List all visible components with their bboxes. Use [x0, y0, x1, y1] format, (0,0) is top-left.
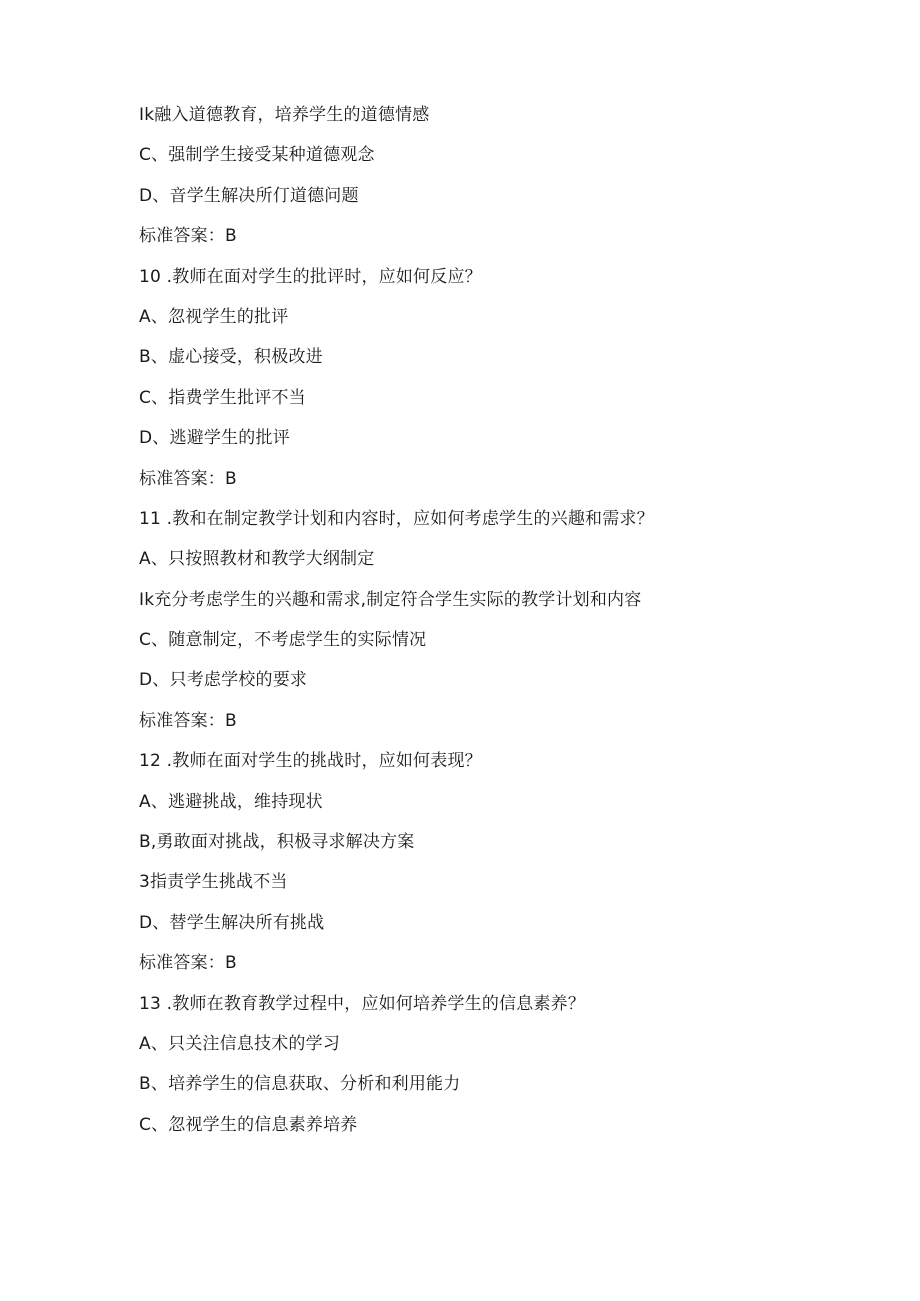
question-11-option-c: C、随意制定，不考虑学生的实际情况	[139, 630, 427, 651]
question-12-option-a: A、逃避挑战，维持现状	[139, 791, 323, 812]
question-11-option-b: Ik充分考虑学生的兴趣和需求,制定符合学生实际的教学计划和内容	[139, 589, 642, 610]
question-11-answer: 标准答案：B	[139, 710, 237, 731]
question-list	[139, 102, 879, 1152]
question-10-option-b: B、虚心接受，积极改进	[139, 347, 323, 368]
question-12-option-b: B,勇敢面对挑战，积极寻求解决方案	[139, 832, 415, 853]
question-10-option-a: A、忽视学生的批评	[139, 306, 289, 327]
question-13-option-c: C、忽视学生的信息素养培养	[139, 1114, 358, 1135]
question-10-answer: 标准答案：B	[139, 468, 237, 489]
question-12-answer: 标准答案：B	[139, 953, 237, 974]
question-13: 13 .教师在教育教学过程中，应如何培养学生的信息素养？	[139, 993, 586, 1014]
question-11-option-d: D、只考虑学校的要求	[139, 670, 308, 691]
question-12-option-d: D、替学生解决所有挑战	[139, 912, 325, 933]
question-12: 12 .教师在面对学生的挑战时，应如何表现？	[139, 751, 482, 772]
option-d-line: D、音学生解决所仃道德问题	[139, 185, 359, 206]
question-13-option-b: B、培养学生的信息获取、分析和利用能力	[139, 1074, 461, 1095]
question-10-option-c: C、指费学生批评不当	[139, 387, 306, 408]
standard-answer: 标准答案：B	[139, 226, 237, 247]
question-11-option-a: A、只按照教材和教学大纲制定	[139, 549, 375, 570]
option-b-line: Ik融入道德教育，培养学生的道德情感	[139, 105, 430, 125]
question-12-option-c: 3指责学生挑战不当	[139, 872, 288, 893]
option-c-line: C、强制学生接受某种道德观念	[139, 145, 375, 166]
question-11: 11 .教和在制定教学计划和内容时，应如何考虑学生的兴趣和需求？	[139, 508, 654, 529]
question-10: 10 .教师在面对学生的批评时，应如何反应？	[139, 266, 482, 287]
question-13-option-a: A、只关注信息技术的学习	[139, 1033, 341, 1054]
question-10-option-d: D、逃避学生的批评	[139, 428, 290, 449]
